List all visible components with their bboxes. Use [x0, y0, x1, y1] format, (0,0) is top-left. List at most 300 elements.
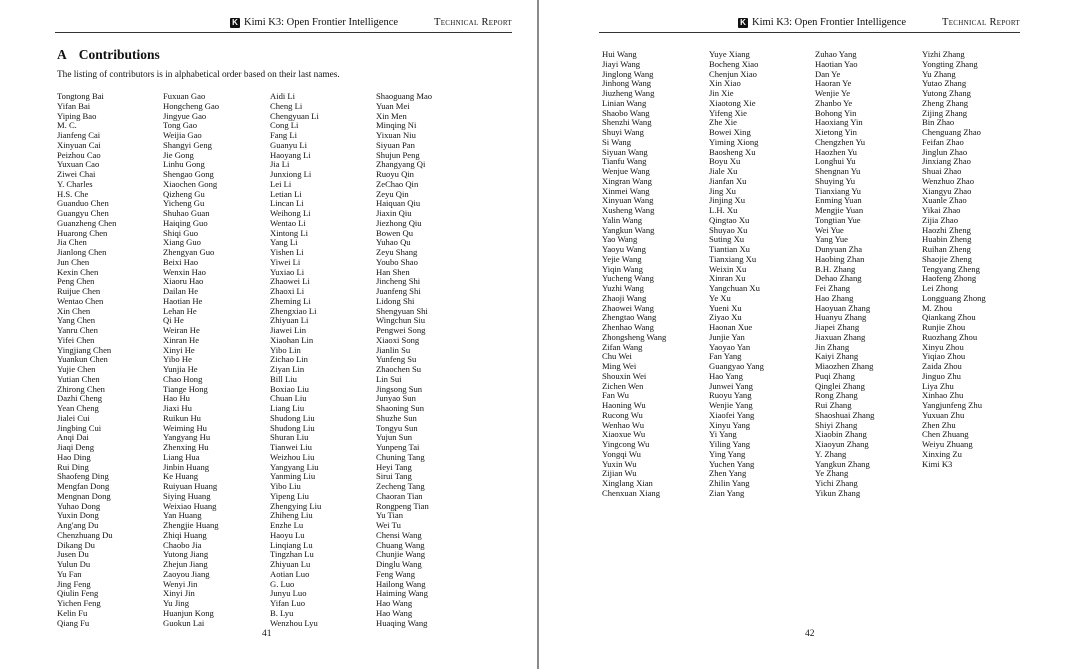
contributor-name: Xiaotong Xie: [709, 97, 756, 108]
page-42: [539, 0, 1080, 669]
contributor-name: Chaobo Jia: [163, 539, 202, 550]
contributor-name: Hao Wang: [376, 598, 413, 608]
contributor-name: Zhiyuan Li: [270, 315, 309, 326]
contributor-name: Jing Feng: [57, 578, 91, 589]
contributor-name: Ruozhang Zhou: [922, 331, 978, 342]
contributor-name: Shouxin Wei: [602, 370, 647, 381]
contributor-name: Jia Li: [270, 159, 290, 170]
contributor-name: Haoyuan Zhang: [815, 302, 871, 313]
contributor-name: Yujie Chen: [57, 364, 96, 374]
contributor-name: Miaozhen Zhang: [815, 361, 874, 371]
contributor-name: Han Shen: [376, 266, 410, 277]
contributor-name: Lidong Shi: [376, 295, 415, 306]
contributor-name: Shuyi Wang: [602, 127, 644, 137]
contributor-name: Cheng Li: [270, 100, 303, 111]
contributor-name: Zhen Yang: [709, 468, 747, 479]
kimi-logo-icon: K: [738, 18, 748, 28]
contributor-name: Ziyao Xu: [709, 312, 742, 323]
contributor-name: Xusheng Wang: [602, 205, 655, 215]
contributor-name: Kimi K3: [922, 458, 953, 469]
contributor-name: Dinglu Wang: [376, 559, 422, 569]
contributor-name: Bowei Xing: [709, 127, 751, 137]
contributor-name: Hao Zhang: [815, 292, 854, 303]
contributor-name: Jiale Xu: [709, 166, 738, 176]
contributor-name: Jianfeng Cai: [57, 130, 101, 140]
contributor-name: Jinjing Xu: [709, 195, 746, 206]
contributor-name: Yang Yue: [815, 234, 848, 245]
contributor-name: Jiaxin Qiu: [376, 208, 412, 218]
contributor-name: Xintong Li: [270, 227, 308, 238]
contributor-name: Yibo Liu: [270, 481, 301, 491]
header-report-label: Technical Report: [434, 17, 512, 28]
contributor-name: Jingyue Gao: [163, 110, 207, 121]
contributor-name: Huaqing Wang: [376, 617, 428, 628]
contributor-name: Yuhao Dong: [57, 500, 101, 511]
contributor-name: Mengjie Yuan: [815, 205, 864, 215]
contributor-name: Qiankang Zhou: [922, 312, 976, 323]
contributor-name: Xinyu Yang: [709, 419, 751, 430]
contributor-name: Haobing Zhan: [815, 253, 865, 264]
contributor-name: Bill Liu: [270, 373, 297, 384]
contributor-name: Ke Huang: [163, 471, 199, 482]
contributor-name: Yutian Chen: [57, 373, 100, 384]
contributor-name: Yejie Wang: [602, 253, 642, 264]
contributor-name: Yuxiao Li: [270, 266, 305, 277]
contributor-name: Yu Zhang: [922, 68, 956, 79]
contributor-name: Peng Chen: [57, 276, 95, 287]
contributor-name: Yuzhi Wang: [602, 283, 644, 293]
page-number: 41: [262, 629, 272, 639]
contributor-name: Yiling Yang: [709, 439, 751, 449]
contributor-name: Yingcong Wu: [602, 439, 650, 449]
contributor-name: Ruikun Hu: [163, 412, 201, 423]
contributor-name: Tong Gao: [163, 120, 198, 131]
contributor-name: Jiaqi Deng: [57, 442, 94, 452]
contributor-name: Jincheng Shi: [376, 276, 421, 287]
contributor-name: Liya Zhu: [922, 380, 954, 391]
contributor-name: Xuanle Zhao: [922, 195, 967, 206]
contributor-column: [815, 50, 874, 499]
contributor-name: Bin Zhao: [922, 117, 955, 128]
contributor-name: Zhilin Yang: [709, 478, 750, 488]
contributor-name: Xiaoxi Song: [376, 334, 420, 345]
contributor-name: Tingzhan Lu: [270, 549, 314, 560]
contributor-name: Suting Xu: [709, 234, 745, 245]
contributor-name: Jianfan Xu: [709, 175, 747, 186]
contributor-name: Lincan Li: [270, 198, 304, 209]
contributor-name: Yu Tian: [376, 510, 403, 521]
contributor-name: Zuhao Yang: [815, 49, 857, 59]
contributor-name: ZeChao Qin: [376, 178, 419, 189]
contributor-name: Yean Cheng: [57, 403, 99, 413]
contributor-name: Letian Li: [270, 188, 302, 199]
contributor-name: Yishen Li: [270, 247, 304, 257]
contributor-name: Shaoshuai Zhang: [815, 409, 875, 420]
contributor-name: Chenzhuang Du: [57, 529, 113, 540]
contributor-name: Ming Wei: [602, 361, 637, 371]
contributor-name: Ruoyu Qin: [376, 169, 414, 179]
contributor-name: Zhen Zhu: [922, 419, 956, 430]
contributor-name: Huabin Zheng: [922, 234, 972, 245]
contributor-name: Chengzhen Yu: [815, 136, 866, 147]
contributor-name: Haozhen Yu: [815, 146, 857, 157]
contributor-name: Si Wang: [602, 136, 631, 147]
contributor-name: Yang Chen: [57, 315, 96, 326]
contributor-name: Ye Zhang: [815, 468, 849, 479]
contributor-name: Qi He: [163, 315, 184, 326]
contributor-name: Siyuan Wang: [602, 146, 648, 157]
contributor-name: Wingchun Siu: [376, 315, 426, 326]
contributor-name: Jinhong Wang: [602, 78, 652, 89]
contributor-name: Yunjia He: [163, 364, 198, 374]
contributor-name: Bohong Yin: [815, 107, 857, 118]
contributor-name: Hailong Wang: [376, 578, 426, 589]
contributor-name: Yulun Du: [57, 559, 91, 569]
contributor-name: Yuxuan Cao: [57, 159, 100, 170]
page-41: [0, 0, 537, 669]
contributor-name: Yu Jing: [163, 598, 190, 608]
contributor-name: Rui Zhang: [815, 400, 852, 410]
contributor-name: Yuxin Dong: [57, 510, 99, 521]
contributor-name: Chao Hong: [163, 373, 203, 384]
contributor-name: Ying Yang: [709, 448, 746, 459]
contributor-name: Kaiyi Zhang: [815, 351, 859, 362]
contributor-name: Jinbin Huang: [163, 461, 210, 472]
contributor-name: Dunyuan Zha: [815, 244, 863, 254]
contributor-name: Ziyan Lin: [270, 364, 305, 374]
contributor-name: Jia Chen: [57, 237, 87, 248]
contributor-column: [602, 50, 666, 499]
contributor-name: Bocheng Xiao: [709, 58, 759, 69]
contributor-name: Shuai Zhao: [922, 166, 962, 176]
contributor-name: Rui Ding: [57, 461, 89, 472]
contributor-name: Boxiao Liu: [270, 383, 309, 394]
header-rule: [599, 32, 1020, 33]
contributor-name: Yucheng Wang: [602, 273, 654, 284]
contributor-name: Shengyuan Shi: [376, 305, 428, 316]
contributor-name: Jun Chen: [57, 256, 90, 267]
contributor-name: Tianwei Liu: [270, 442, 312, 452]
contributor-name: Jinglong Wang: [602, 68, 654, 79]
contributor-name: Tiantian Xu: [709, 244, 750, 254]
contributor-name: Jingsong Sun: [376, 383, 423, 394]
contributor-name: M. C.: [57, 120, 77, 131]
contributor-name: Yifei Chen: [57, 334, 95, 345]
contributor-name: Yutong Zhang: [922, 88, 971, 98]
contributor-name: Jinglun Zhao: [922, 146, 968, 157]
contributor-name: Qiulin Feng: [57, 588, 99, 599]
contributor-name: Lin Sui: [376, 373, 402, 384]
contributor-name: Chu Wei: [602, 351, 632, 362]
contributor-name: Haoning Wu: [602, 400, 646, 410]
contributor-name: Zhangyang Qi: [376, 159, 426, 170]
contributor-name: Longhui Yu: [815, 156, 856, 167]
contributor-name: G. Luo: [270, 578, 295, 589]
contributor-name: Yiwei Li: [270, 256, 301, 267]
contributor-name: Xiaofei Yang: [709, 409, 755, 420]
contributor-name: Dikang Du: [57, 539, 95, 550]
contributor-name: Xinhao Zhu: [922, 390, 964, 401]
contributor-name: L.H. Xu: [709, 205, 738, 215]
contributor-name: Jin Xie: [709, 88, 734, 98]
contributor-name: Xinyi He: [163, 344, 195, 355]
contributor-name: Yuchen Yang: [709, 458, 755, 469]
contributor-name: Zichen Wen: [602, 380, 644, 391]
contributor-name: Qingtao Xu: [709, 214, 750, 225]
contributor-name: Xin Chen: [57, 305, 91, 316]
contributor-name: Jialei Cui: [57, 412, 90, 423]
contributor-name: Linian Wang: [602, 97, 647, 108]
contributor-name: B.H. Zhang: [815, 263, 856, 274]
contributor-name: Yicheng Gu: [163, 198, 205, 209]
contributor-name: Shengnan Yu: [815, 166, 861, 176]
contributor-name: Yixuan Niu: [376, 130, 416, 140]
contributor-name: Mengfan Dong: [57, 481, 110, 491]
contributor-name: Tianfu Wang: [602, 156, 647, 167]
contributor-name: Yuankun Chen: [57, 354, 108, 365]
contributor-name: Xinran Xu: [709, 273, 746, 284]
contributor-name: Zhiyuan Lu: [270, 559, 311, 569]
contributor-name: Hao Hu: [163, 393, 190, 404]
contributor-name: Hongcheng Gao: [163, 100, 220, 111]
contributor-name: Xin Xiao: [709, 78, 741, 89]
contributor-name: B. Lyu: [270, 607, 294, 618]
contributor-name: Zhiqi Huang: [163, 529, 207, 540]
contributor-name: Yan Huang: [163, 510, 202, 521]
contributor-name: Yibo He: [163, 354, 192, 365]
contributor-name: Youbo Shao: [376, 256, 418, 267]
contributor-name: Jusen Du: [57, 549, 89, 560]
contributor-name: Enzhe Lu: [270, 520, 304, 530]
contributor-column: [376, 92, 432, 628]
contributor-column: [922, 50, 986, 469]
contributor-name: Zhaowei Li: [270, 276, 310, 287]
contributor-name: Fuxuan Gao: [163, 91, 206, 101]
contributor-name: Shujun Peng: [376, 149, 420, 160]
header-title: Kimi K3: Open Frontier Intelligence: [752, 17, 907, 28]
contributor-name: Fan Yang: [709, 351, 742, 362]
contributor-name: Weizhou Liu: [270, 451, 315, 462]
contributor-name: Haoran Ye: [815, 78, 852, 89]
contributor-name: Chenxuan Xiang: [602, 487, 660, 498]
header-rule: [55, 32, 512, 33]
contributor-name: Ruijue Chen: [57, 286, 101, 296]
contributor-name: Qinglei Zhang: [815, 380, 865, 391]
contributor-name: Chenjun Xiao: [709, 68, 757, 79]
contributor-name: Xinran He: [163, 334, 200, 345]
contributor-name: Jianlong Chen: [57, 247, 107, 257]
contributor-name: Yunpeng Tai: [376, 442, 420, 452]
contributor-name: Yikun Zhang: [815, 487, 861, 498]
contributor-name: Wenjie Ye: [815, 88, 851, 98]
contributor-name: Fang Li: [270, 130, 297, 140]
contributor-name: Yaoyao Yan: [709, 341, 751, 352]
contributor-name: Qiang Fu: [57, 617, 90, 628]
running-header: [738, 17, 1020, 28]
contributor-name: Aidi Li: [270, 91, 296, 101]
contributor-name: M. Zhou: [922, 302, 953, 313]
contributor-name: Xiaobin Zhang: [815, 429, 867, 440]
contributor-name: Jin Zhang: [815, 341, 850, 352]
contributor-name: Chunjie Wang: [376, 549, 426, 560]
contributor-name: Zhengying Liu: [270, 500, 322, 511]
contributor-name: Yifeng Xie: [709, 107, 747, 118]
contributor-name: Jingbing Cui: [57, 422, 102, 433]
contributor-name: Feng Wang: [376, 568, 416, 579]
contributor-name: Sirui Tang: [376, 471, 412, 482]
contributor-name: Zian Yang: [709, 487, 745, 498]
contributor-name: Jie Gong: [163, 149, 194, 160]
contributor-name: Linhu Gong: [163, 159, 205, 170]
contributor-name: Jiaxuan Zhang: [815, 331, 866, 342]
contributor-column: [57, 92, 116, 628]
contributor-name: Guangyu Chen: [57, 208, 109, 218]
contributor-name: Dailan He: [163, 286, 199, 296]
contributor-name: Haiquan Qiu: [376, 198, 421, 209]
contributor-name: Weiyu Zhuang: [922, 439, 973, 449]
contributor-name: Longguang Zhong: [922, 292, 986, 303]
contributor-name: Liang Hua: [163, 451, 200, 462]
contributor-name: Hao Yang: [709, 370, 743, 381]
contributor-name: Rong Zhang: [815, 390, 858, 401]
contributor-name: Yiqiao Zhou: [922, 351, 966, 362]
contributor-name: Xiaoxue Wu: [602, 429, 646, 440]
contributor-name: Zhenxing Hu: [163, 442, 209, 452]
contributor-name: Shengao Gong: [163, 169, 214, 179]
contributor-name: Ruihan Zheng: [922, 244, 971, 254]
contributor-name: Zecheng Tang: [376, 481, 425, 491]
contributor-name: Jiawei Lin: [270, 325, 307, 335]
contributor-name: Shaojie Zheng: [922, 253, 972, 264]
contributor-name: Dazhi Cheng: [57, 393, 103, 404]
contributor-name: Zhengtao Wang: [602, 312, 657, 323]
contributor-column: [163, 92, 219, 628]
contributor-name: H.S. Che: [57, 188, 89, 199]
contributor-name: Yongqi Wu: [602, 448, 641, 459]
contributor-name: Yangkun Wang: [602, 224, 655, 235]
contributor-name: Lehan He: [163, 305, 197, 316]
contributor-name: Ruiyuan Huang: [163, 481, 218, 491]
section-heading: [57, 47, 160, 63]
contributor-name: Xinxing Zu: [922, 448, 962, 459]
contributor-name: Zheng Zhang: [922, 97, 969, 108]
contributor-name: Yuan Mei: [376, 100, 410, 111]
contributor-name: Tianxiang Xu: [709, 253, 757, 264]
contributor-name: Tiange Hong: [163, 383, 208, 394]
contributor-name: Xinmei Wang: [602, 185, 650, 196]
contributor-name: Chenguang Zhao: [922, 127, 981, 137]
contributor-name: Yangyang Liu: [270, 461, 319, 472]
contributor-name: Haoxiang Yin: [815, 117, 863, 128]
contributor-name: Huanyu Zhang: [815, 312, 867, 323]
contributor-name: Zijing Zhang: [922, 107, 968, 118]
contributor-name: Yiping Bao: [57, 110, 97, 121]
contributor-name: Zhaoxi Li: [270, 286, 305, 296]
contributor-name: Chengyuan Li: [270, 110, 319, 121]
contributor-name: Shiqi Guo: [163, 227, 199, 238]
contributor-name: Lei Zhong: [922, 283, 959, 293]
contributor-name: Juanfeng Shi: [376, 286, 421, 296]
contributor-name: Junxiong Li: [270, 169, 312, 179]
contributor-name: Shaoning Sun: [376, 403, 424, 413]
contributor-name: Guanzheng Chen: [57, 217, 117, 228]
contributor-name: Wei Yue: [815, 224, 844, 235]
contributor-name: Yalin Wang: [602, 214, 643, 225]
section-number: A: [57, 47, 67, 62]
contributor-name: Zhaochen Su: [376, 364, 422, 374]
contributor-name: Yangyang Hu: [163, 432, 211, 443]
contributor-name: Junjie Yan: [709, 331, 745, 342]
contributor-column: [270, 92, 321, 628]
contributor-name: Yanru Chen: [57, 325, 98, 335]
contributor-name: Wenhao Wu: [602, 419, 644, 430]
contributor-name: Xingran Wang: [602, 175, 652, 186]
contributor-name: Rongpeng Tian: [376, 500, 429, 511]
contributor-name: Zhengyan Guo: [163, 247, 215, 257]
contributor-name: Yiqin Wang: [602, 263, 643, 274]
contributor-name: Yizhi Zhang: [922, 49, 965, 59]
contributor-name: Yang Li: [270, 237, 298, 248]
contributor-name: Cong Li: [270, 120, 299, 131]
contributor-name: Chuan Liu: [270, 393, 307, 404]
contributor-name: Zhiheng Liu: [270, 510, 313, 521]
contributor-name: Peizhou Cao: [57, 149, 101, 160]
contributor-name: Guanyu Li: [270, 139, 307, 150]
contributor-name: Ziwei Chai: [57, 169, 96, 179]
contributor-name: Tianxiang Yu: [815, 185, 861, 196]
contributor-name: Shudong Liu: [270, 412, 315, 423]
contributor-name: Yipeng Liu: [270, 490, 309, 501]
contributor-name: Xiaohan Lin: [270, 334, 314, 345]
contributor-name: Jing Xu: [709, 185, 736, 196]
contributor-name: Beixi Hao: [163, 256, 199, 267]
contributor-name: Dehao Zhang: [815, 273, 862, 284]
contributor-name: Xinyi Jin: [163, 588, 195, 599]
contributor-name: Haiqing Guo: [163, 217, 208, 228]
contributor-name: Haozhi Zheng: [922, 224, 971, 235]
contributor-name: Wentao Li: [270, 217, 306, 228]
contributor-name: Zhongsheng Wang: [602, 331, 667, 342]
contributor-name: Huanjun Kong: [163, 607, 214, 618]
contributor-name: Xinyu Zhou: [922, 341, 964, 352]
contributor-name: Zhengxiao Li: [270, 305, 317, 316]
contributor-name: Huarong Chen: [57, 227, 108, 238]
contributor-name: Zhe Xie: [709, 117, 737, 128]
contributor-name: Xiaochen Gong: [163, 178, 218, 189]
contributor-name: Chuning Tang: [376, 451, 425, 462]
contributor-name: Yuhao Qu: [376, 237, 411, 248]
contributor-name: Zifan Wang: [602, 341, 643, 352]
contributor-name: Yaoyu Wang: [602, 244, 646, 254]
contributor-name: Jianlin Su: [376, 344, 411, 355]
contributor-name: Wenzhuo Zhao: [922, 175, 975, 186]
contributor-name: Baosheng Xu: [709, 146, 756, 157]
contributor-name: Chen Zhuang: [922, 429, 969, 440]
contributor-name: Shudong Liu: [270, 422, 315, 433]
contributor-name: Wenjue Wang: [602, 166, 650, 176]
contributor-name: Ye Xu: [709, 292, 731, 303]
contributor-name: Yongting Zhang: [922, 58, 978, 69]
contributor-name: Zijia Zhao: [922, 214, 959, 225]
contributor-name: Shaobo Wang: [602, 107, 650, 118]
contributor-name: Shangyi Geng: [163, 139, 212, 150]
contributor-name: Jinxiang Zhao: [922, 156, 971, 167]
contributor-name: Weiming Hu: [163, 422, 207, 433]
contributor-name: Weixiao Huang: [163, 500, 217, 511]
contributor-name: Shiyi Zhang: [815, 419, 858, 430]
contributor-name: Wei Tu: [376, 520, 401, 530]
contributor-name: Jiuzheng Wang: [602, 88, 655, 98]
